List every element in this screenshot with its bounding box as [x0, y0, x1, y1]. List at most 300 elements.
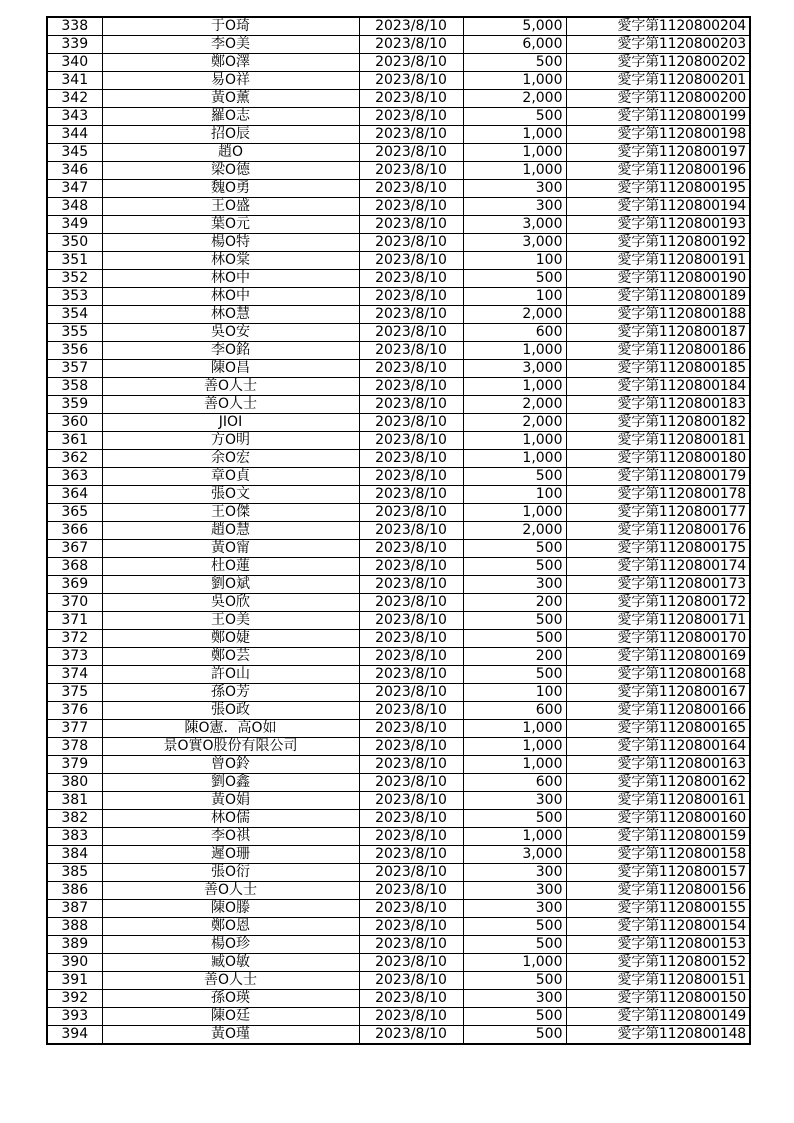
- table-row: [47, 702, 750, 720]
- table-row: [47, 324, 750, 342]
- donation-date-cell: 2023/8/10: [359, 900, 463, 918]
- donation-date-cell: 2023/8/10: [359, 414, 463, 432]
- row-number-cell: 357: [47, 360, 102, 378]
- row-number-cell: 347: [47, 180, 102, 198]
- row-number-cell: 360: [47, 414, 102, 432]
- donor-name-cell: 趙O: [102, 144, 359, 162]
- donor-name-cell: 孫O芳: [102, 684, 359, 702]
- donation-amount-cell: 500: [463, 540, 566, 558]
- table-row: [47, 558, 750, 576]
- table-row: [47, 792, 750, 810]
- table-row: [47, 990, 750, 1008]
- row-number-cell: 339: [47, 36, 102, 54]
- donation-amount-cell: 300: [463, 990, 566, 1008]
- donation-date-cell: 2023/8/10: [359, 648, 463, 666]
- donation-date-cell: 2023/8/10: [359, 774, 463, 792]
- donor-name-cell: 善O人士: [102, 378, 359, 396]
- row-number-cell: 340: [47, 54, 102, 72]
- donation-date-cell: 2023/8/10: [359, 90, 463, 108]
- row-number-cell: 381: [47, 792, 102, 810]
- receipt-number-cell: 愛字第1120800191: [566, 252, 750, 270]
- donor-name-cell: 黃O甯: [102, 540, 359, 558]
- table-row: [47, 540, 750, 558]
- donation-amount-cell: 500: [463, 558, 566, 576]
- table-row: [47, 882, 750, 900]
- receipt-number-cell: 愛字第1120800194: [566, 198, 750, 216]
- receipt-number-cell: 愛字第1120800183: [566, 396, 750, 414]
- donation-amount-cell: 3,000: [463, 234, 566, 252]
- row-number-cell: 346: [47, 162, 102, 180]
- receipt-number-cell: 愛字第1120800195: [566, 180, 750, 198]
- table-row: [47, 774, 750, 792]
- receipt-number-cell: 愛字第1120800155: [566, 900, 750, 918]
- receipt-number-cell: 愛字第1120800172: [566, 594, 750, 612]
- receipt-number-cell: 愛字第1120800167: [566, 684, 750, 702]
- table-row: [47, 666, 750, 684]
- donor-name-cell: 葉O元: [102, 216, 359, 234]
- table-row: [47, 1008, 750, 1026]
- donor-name-cell: 鄭O恩: [102, 918, 359, 936]
- table-row: [47, 576, 750, 594]
- row-number-cell: 391: [47, 972, 102, 990]
- donation-date-cell: 2023/8/10: [359, 468, 463, 486]
- donation-amount-cell: 500: [463, 936, 566, 954]
- donation-amount-cell: 1,000: [463, 378, 566, 396]
- row-number-cell: 375: [47, 684, 102, 702]
- row-number-cell: 354: [47, 306, 102, 324]
- row-number-cell: 392: [47, 990, 102, 1008]
- table-row: [47, 378, 750, 396]
- table-row: [47, 900, 750, 918]
- donation-amount-cell: 2,000: [463, 396, 566, 414]
- table-row: [47, 54, 750, 72]
- donor-name-cell: 張O文: [102, 486, 359, 504]
- receipt-number-cell: 愛字第1120800177: [566, 504, 750, 522]
- row-number-cell: 350: [47, 234, 102, 252]
- receipt-number-cell: 愛字第1120800171: [566, 612, 750, 630]
- row-number-cell: 367: [47, 540, 102, 558]
- donation-amount-cell: 1,000: [463, 450, 566, 468]
- table-row: [47, 396, 750, 414]
- receipt-number-cell: 愛字第1120800148: [566, 1026, 750, 1045]
- donation-amount-cell: 5,000: [463, 17, 566, 36]
- donor-name-cell: 黃O娟: [102, 792, 359, 810]
- donor-name-cell: 方O明: [102, 432, 359, 450]
- donor-name-cell: 曾O鈴: [102, 756, 359, 774]
- donor-name-cell: 善O人士: [102, 396, 359, 414]
- donor-name-cell: 劉O鑫: [102, 774, 359, 792]
- table-row: [47, 180, 750, 198]
- donation-date-cell: 2023/8/10: [359, 864, 463, 882]
- donation-amount-cell: 6,000: [463, 36, 566, 54]
- table-row: [47, 432, 750, 450]
- donation-amount-cell: 3,000: [463, 846, 566, 864]
- receipt-number-cell: 愛字第1120800181: [566, 432, 750, 450]
- donor-name-cell: 招O辰: [102, 126, 359, 144]
- receipt-number-cell: 愛字第1120800184: [566, 378, 750, 396]
- table-row: [47, 90, 750, 108]
- receipt-number-cell: 愛字第1120800190: [566, 270, 750, 288]
- row-number-cell: 372: [47, 630, 102, 648]
- receipt-number-cell: 愛字第1120800165: [566, 720, 750, 738]
- donation-date-cell: 2023/8/10: [359, 1008, 463, 1026]
- donor-name-cell: 鄭O澤: [102, 54, 359, 72]
- donation-amount-cell: 500: [463, 612, 566, 630]
- donation-date-cell: 2023/8/10: [359, 36, 463, 54]
- donation-date-cell: 2023/8/10: [359, 252, 463, 270]
- donation-date-cell: 2023/8/10: [359, 594, 463, 612]
- table-row: [47, 216, 750, 234]
- donation-date-cell: 2023/8/10: [359, 198, 463, 216]
- donation-amount-cell: 500: [463, 918, 566, 936]
- table-row: [47, 486, 750, 504]
- table-row: [47, 270, 750, 288]
- donation-amount-cell: 2,000: [463, 414, 566, 432]
- row-number-cell: 390: [47, 954, 102, 972]
- row-number-cell: 343: [47, 108, 102, 126]
- donor-name-cell: 黃O瑾: [102, 1026, 359, 1045]
- donation-amount-cell: 3,000: [463, 216, 566, 234]
- row-number-cell: 385: [47, 864, 102, 882]
- donation-date-cell: 2023/8/10: [359, 216, 463, 234]
- table-row: [47, 468, 750, 486]
- table-row: [47, 738, 750, 756]
- donation-date-cell: 2023/8/10: [359, 162, 463, 180]
- receipt-number-cell: 愛字第1120800200: [566, 90, 750, 108]
- donation-date-cell: 2023/8/10: [359, 234, 463, 252]
- donation-date-cell: 2023/8/10: [359, 144, 463, 162]
- donation-amount-cell: 600: [463, 774, 566, 792]
- table-row: [47, 846, 750, 864]
- row-number-cell: 386: [47, 882, 102, 900]
- donor-name-cell: 趙O慧: [102, 522, 359, 540]
- table-row: [47, 198, 750, 216]
- donation-date-cell: 2023/8/10: [359, 270, 463, 288]
- row-number-cell: 383: [47, 828, 102, 846]
- donation-amount-cell: 2,000: [463, 90, 566, 108]
- donor-name-cell: 陳O滕: [102, 900, 359, 918]
- donor-name-cell: 林O中: [102, 270, 359, 288]
- row-number-cell: 359: [47, 396, 102, 414]
- table-row: [47, 126, 750, 144]
- donation-table: [46, 16, 751, 1045]
- table-row: [47, 1026, 750, 1045]
- donor-name-cell: 林O棠: [102, 252, 359, 270]
- donation-date-cell: 2023/8/10: [359, 486, 463, 504]
- row-number-cell: 358: [47, 378, 102, 396]
- row-number-cell: 384: [47, 846, 102, 864]
- row-number-cell: 352: [47, 270, 102, 288]
- receipt-number-cell: 愛字第1120800201: [566, 72, 750, 90]
- table-row: [47, 684, 750, 702]
- donation-date-cell: 2023/8/10: [359, 378, 463, 396]
- donation-date-cell: 2023/8/10: [359, 828, 463, 846]
- receipt-number-cell: 愛字第1120800173: [566, 576, 750, 594]
- table-row: [47, 72, 750, 90]
- donation-date-cell: 2023/8/10: [359, 126, 463, 144]
- receipt-number-cell: 愛字第1120800187: [566, 324, 750, 342]
- donor-name-cell: 遲O珊: [102, 846, 359, 864]
- donation-date-cell: 2023/8/10: [359, 738, 463, 756]
- donation-date-cell: 2023/8/10: [359, 396, 463, 414]
- donation-amount-cell: 1,000: [463, 720, 566, 738]
- receipt-number-cell: 愛字第1120800175: [566, 540, 750, 558]
- table-row: [47, 612, 750, 630]
- donation-amount-cell: 300: [463, 864, 566, 882]
- donation-table-body: [47, 17, 750, 1044]
- row-number-cell: 338: [47, 17, 102, 36]
- donor-name-cell: 楊O特: [102, 234, 359, 252]
- row-number-cell: 366: [47, 522, 102, 540]
- donation-amount-cell: 3,000: [463, 360, 566, 378]
- donation-amount-cell: 1,000: [463, 144, 566, 162]
- donor-name-cell: 劉O斌: [102, 576, 359, 594]
- donation-date-cell: 2023/8/10: [359, 846, 463, 864]
- donation-amount-cell: 500: [463, 270, 566, 288]
- donation-amount-cell: 1,000: [463, 756, 566, 774]
- donation-amount-cell: 500: [463, 810, 566, 828]
- donation-date-cell: 2023/8/10: [359, 810, 463, 828]
- donation-amount-cell: 500: [463, 1008, 566, 1026]
- table-row: [47, 594, 750, 612]
- table-row: [47, 162, 750, 180]
- donor-name-cell: 孫O瑛: [102, 990, 359, 1008]
- row-number-cell: 378: [47, 738, 102, 756]
- table-row: [47, 414, 750, 432]
- table-row: [47, 17, 750, 36]
- receipt-number-cell: 愛字第1120800150: [566, 990, 750, 1008]
- table-row: [47, 306, 750, 324]
- receipt-number-cell: 愛字第1120800188: [566, 306, 750, 324]
- receipt-number-cell: 愛字第1120800204: [566, 17, 750, 36]
- donor-name-cell: 李O祺: [102, 828, 359, 846]
- donation-date-cell: 2023/8/10: [359, 882, 463, 900]
- donor-name-cell: 鄭O婕: [102, 630, 359, 648]
- receipt-number-cell: 愛字第1120800170: [566, 630, 750, 648]
- donation-date-cell: 2023/8/10: [359, 540, 463, 558]
- table-row: [47, 144, 750, 162]
- table-row: [47, 810, 750, 828]
- row-number-cell: 393: [47, 1008, 102, 1026]
- donor-name-cell: 王O盛: [102, 198, 359, 216]
- row-number-cell: 377: [47, 720, 102, 738]
- donor-name-cell: 梁O德: [102, 162, 359, 180]
- row-number-cell: 341: [47, 72, 102, 90]
- donation-amount-cell: 500: [463, 1026, 566, 1045]
- table-row: [47, 756, 750, 774]
- receipt-number-cell: 愛字第1120800198: [566, 126, 750, 144]
- receipt-number-cell: 愛字第1120800180: [566, 450, 750, 468]
- row-number-cell: 362: [47, 450, 102, 468]
- receipt-number-cell: 愛字第1120800151: [566, 972, 750, 990]
- donation-date-cell: 2023/8/10: [359, 972, 463, 990]
- table-row: [47, 828, 750, 846]
- table-row: [47, 648, 750, 666]
- donation-amount-cell: 300: [463, 198, 566, 216]
- receipt-number-cell: 愛字第1120800164: [566, 738, 750, 756]
- row-number-cell: 389: [47, 936, 102, 954]
- receipt-number-cell: 愛字第1120800157: [566, 864, 750, 882]
- donation-date-cell: 2023/8/10: [359, 288, 463, 306]
- row-number-cell: 380: [47, 774, 102, 792]
- donation-amount-cell: 1,000: [463, 828, 566, 846]
- donation-amount-cell: 300: [463, 882, 566, 900]
- donation-date-cell: 2023/8/10: [359, 684, 463, 702]
- donor-name-cell: 陳O昌: [102, 360, 359, 378]
- donation-date-cell: 2023/8/10: [359, 576, 463, 594]
- donor-name-cell: 陳O憲．高O如: [102, 720, 359, 738]
- donation-date-cell: 2023/8/10: [359, 792, 463, 810]
- donation-date-cell: 2023/8/10: [359, 918, 463, 936]
- row-number-cell: 388: [47, 918, 102, 936]
- donor-name-cell: 魏O勇: [102, 180, 359, 198]
- table-row: [47, 936, 750, 954]
- donation-amount-cell: 2,000: [463, 522, 566, 540]
- row-number-cell: 371: [47, 612, 102, 630]
- donation-amount-cell: 1,000: [463, 72, 566, 90]
- donation-date-cell: 2023/8/10: [359, 1026, 463, 1045]
- receipt-number-cell: 愛字第1120800168: [566, 666, 750, 684]
- row-number-cell: 369: [47, 576, 102, 594]
- donation-amount-cell: 300: [463, 900, 566, 918]
- donation-date-cell: 2023/8/10: [359, 954, 463, 972]
- donation-amount-cell: 1,000: [463, 126, 566, 144]
- row-number-cell: 342: [47, 90, 102, 108]
- row-number-cell: 363: [47, 468, 102, 486]
- donor-name-cell: 杜O蓮: [102, 558, 359, 576]
- table-row: [47, 450, 750, 468]
- donation-date-cell: 2023/8/10: [359, 612, 463, 630]
- table-row: [47, 36, 750, 54]
- donation-date-cell: 2023/8/10: [359, 180, 463, 198]
- row-number-cell: 348: [47, 198, 102, 216]
- table-row: [47, 360, 750, 378]
- receipt-number-cell: 愛字第1120800182: [566, 414, 750, 432]
- donation-date-cell: 2023/8/10: [359, 306, 463, 324]
- donation-date-cell: 2023/8/10: [359, 522, 463, 540]
- donor-name-cell: 吳O欣: [102, 594, 359, 612]
- table-row: [47, 504, 750, 522]
- donor-name-cell: 張O衍: [102, 864, 359, 882]
- donation-date-cell: 2023/8/10: [359, 342, 463, 360]
- row-number-cell: 394: [47, 1026, 102, 1045]
- donation-date-cell: 2023/8/10: [359, 936, 463, 954]
- row-number-cell: 374: [47, 666, 102, 684]
- receipt-number-cell: 愛字第1120800178: [566, 486, 750, 504]
- donation-amount-cell: 1,000: [463, 738, 566, 756]
- row-number-cell: 373: [47, 648, 102, 666]
- receipt-number-cell: 愛字第1120800154: [566, 918, 750, 936]
- table-row: [47, 720, 750, 738]
- row-number-cell: 345: [47, 144, 102, 162]
- donor-name-cell: JIOI: [102, 414, 359, 432]
- donation-date-cell: 2023/8/10: [359, 666, 463, 684]
- donation-date-cell: 2023/8/10: [359, 990, 463, 1008]
- receipt-number-cell: 愛字第1120800176: [566, 522, 750, 540]
- donor-name-cell: 易O祥: [102, 72, 359, 90]
- table-row: [47, 954, 750, 972]
- donation-date-cell: 2023/8/10: [359, 72, 463, 90]
- row-number-cell: 365: [47, 504, 102, 522]
- receipt-number-cell: 愛字第1120800160: [566, 810, 750, 828]
- receipt-number-cell: 愛字第1120800199: [566, 108, 750, 126]
- receipt-number-cell: 愛字第1120800153: [566, 936, 750, 954]
- table-row: [47, 864, 750, 882]
- donation-amount-cell: 500: [463, 630, 566, 648]
- donation-amount-cell: 500: [463, 108, 566, 126]
- row-number-cell: 349: [47, 216, 102, 234]
- row-number-cell: 361: [47, 432, 102, 450]
- receipt-number-cell: 愛字第1120800174: [566, 558, 750, 576]
- donation-date-cell: 2023/8/10: [359, 756, 463, 774]
- row-number-cell: 376: [47, 702, 102, 720]
- row-number-cell: 356: [47, 342, 102, 360]
- donation-amount-cell: 500: [463, 468, 566, 486]
- donor-name-cell: 章O貞: [102, 468, 359, 486]
- donor-name-cell: 林O儒: [102, 810, 359, 828]
- donor-name-cell: 黃O薰: [102, 90, 359, 108]
- donor-name-cell: 于O琦: [102, 17, 359, 36]
- donor-name-cell: 李O銘: [102, 342, 359, 360]
- donation-date-cell: 2023/8/10: [359, 720, 463, 738]
- receipt-number-cell: 愛字第1120800189: [566, 288, 750, 306]
- donation-amount-cell: 600: [463, 702, 566, 720]
- receipt-number-cell: 愛字第1120800186: [566, 342, 750, 360]
- donation-amount-cell: 1,000: [463, 432, 566, 450]
- table-row: [47, 342, 750, 360]
- donor-name-cell: 王O傑: [102, 504, 359, 522]
- receipt-number-cell: 愛字第1120800169: [566, 648, 750, 666]
- donation-date-cell: 2023/8/10: [359, 702, 463, 720]
- donation-amount-cell: 100: [463, 252, 566, 270]
- donation-amount-cell: 500: [463, 666, 566, 684]
- receipt-number-cell: 愛字第1120800193: [566, 216, 750, 234]
- row-number-cell: 379: [47, 756, 102, 774]
- donation-amount-cell: 100: [463, 288, 566, 306]
- receipt-number-cell: 愛字第1120800156: [566, 882, 750, 900]
- donation-amount-cell: 100: [463, 684, 566, 702]
- donor-name-cell: 善O人士: [102, 972, 359, 990]
- donation-amount-cell: 1,000: [463, 342, 566, 360]
- donation-date-cell: 2023/8/10: [359, 108, 463, 126]
- table-row: [47, 630, 750, 648]
- donation-amount-cell: 300: [463, 792, 566, 810]
- row-number-cell: 351: [47, 252, 102, 270]
- donation-amount-cell: 500: [463, 972, 566, 990]
- donor-name-cell: 楊O珍: [102, 936, 359, 954]
- donation-date-cell: 2023/8/10: [359, 360, 463, 378]
- row-number-cell: 370: [47, 594, 102, 612]
- row-number-cell: 364: [47, 486, 102, 504]
- row-number-cell: 355: [47, 324, 102, 342]
- donation-amount-cell: 500: [463, 54, 566, 72]
- donation-date-cell: 2023/8/10: [359, 54, 463, 72]
- table-row: [47, 234, 750, 252]
- receipt-number-cell: 愛字第1120800159: [566, 828, 750, 846]
- donor-name-cell: 余O宏: [102, 450, 359, 468]
- donor-name-cell: 王O美: [102, 612, 359, 630]
- receipt-number-cell: 愛字第1120800161: [566, 792, 750, 810]
- donation-date-cell: 2023/8/10: [359, 504, 463, 522]
- donation-amount-cell: 100: [463, 486, 566, 504]
- table-row: [47, 522, 750, 540]
- donor-name-cell: 善O人士: [102, 882, 359, 900]
- receipt-number-cell: 愛字第1120800158: [566, 846, 750, 864]
- donation-date-cell: 2023/8/10: [359, 17, 463, 36]
- receipt-number-cell: 愛字第1120800166: [566, 702, 750, 720]
- donor-name-cell: 張O政: [102, 702, 359, 720]
- donation-date-cell: 2023/8/10: [359, 450, 463, 468]
